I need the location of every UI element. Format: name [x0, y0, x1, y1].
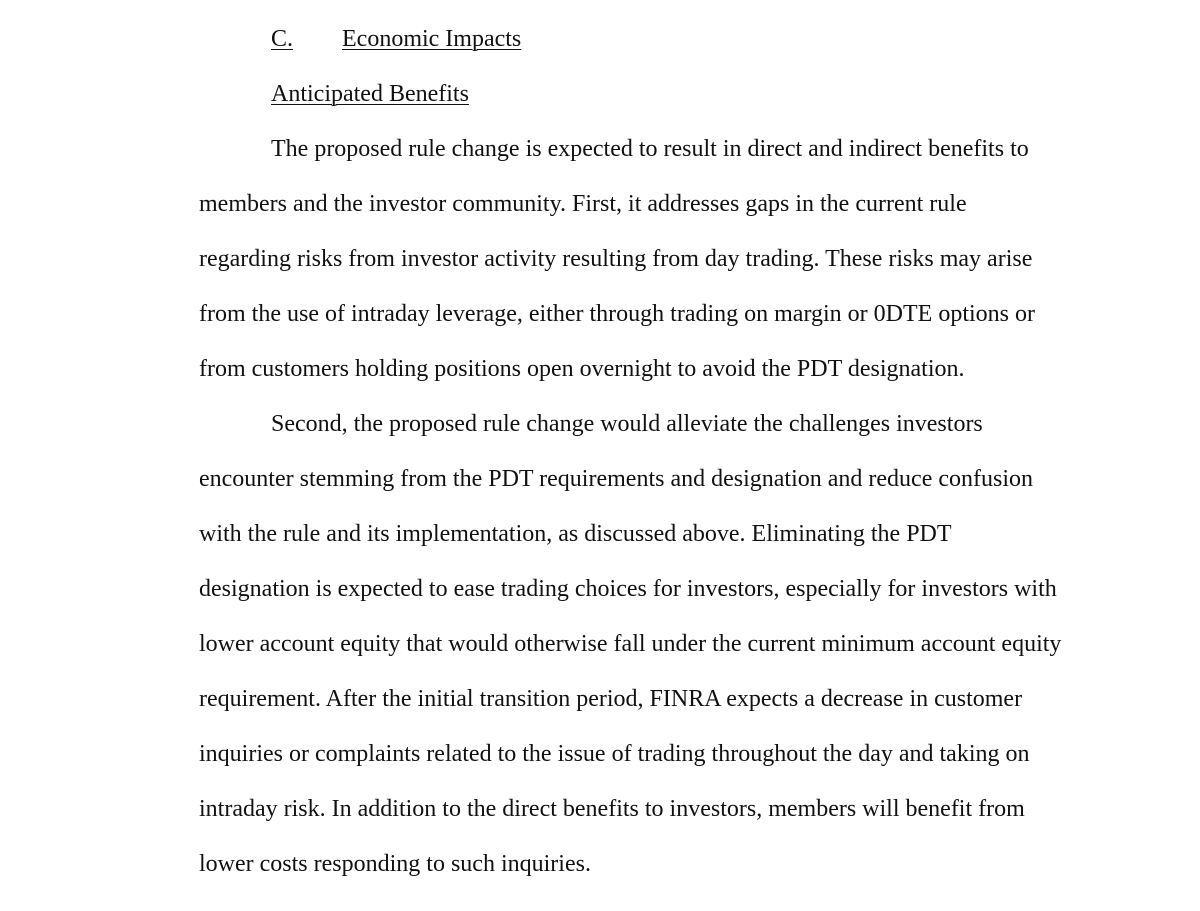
paragraph-1-line-1: The proposed rule change is expected to result in direct and indirect benefits to: [271, 136, 1029, 162]
subheading: Anticipated Benefits: [271, 81, 469, 107]
paragraph-1-line-3: regarding risks from investor activity resulting from day trading. These risks may arise: [199, 246, 1033, 272]
section-letter: C.: [271, 26, 294, 52]
paragraph-2-line-5: lower account equity that would otherwise fall under the current minimum account equity: [199, 631, 1062, 657]
paragraph-2-line-2: encounter stemming from the PDT requirements and designation and reduce confusion: [199, 466, 1033, 492]
paragraph-1-line-4: from the use of intraday leverage, either through trading on margin or 0DTE options or: [199, 301, 1035, 327]
paragraph-2-line-3: with the rule and its implementation, as discussed above. Eliminating the PDT: [199, 521, 952, 547]
paragraph-2-line-9: lower costs responding to such inquiries.: [199, 851, 591, 877]
paragraph-2-line-1: Second, the proposed rule change would alleviate the challenges investors: [271, 411, 983, 437]
paragraph-2-line-8: intraday risk. In addition to the direct benefits to investors, members will benefit from: [199, 796, 1025, 822]
paragraph-2-line-7: inquiries or complaints related to the issue of trading throughout the day and taking on: [199, 741, 1030, 767]
paragraph-1-line-5: from customers holding positions open overnight to avoid the PDT designation.: [199, 356, 965, 382]
paragraph-2-line-4: designation is expected to ease trading choices for investors, especially for investors with: [199, 576, 1057, 602]
paragraph-1-line-2: members and the investor community. First, it addresses gaps in the current rule: [199, 191, 967, 217]
section-title: Economic Impacts: [342, 26, 522, 52]
paragraph-2-line-6: requirement. After the initial transition period, FINRA expects a decrease in customer: [199, 686, 1023, 712]
